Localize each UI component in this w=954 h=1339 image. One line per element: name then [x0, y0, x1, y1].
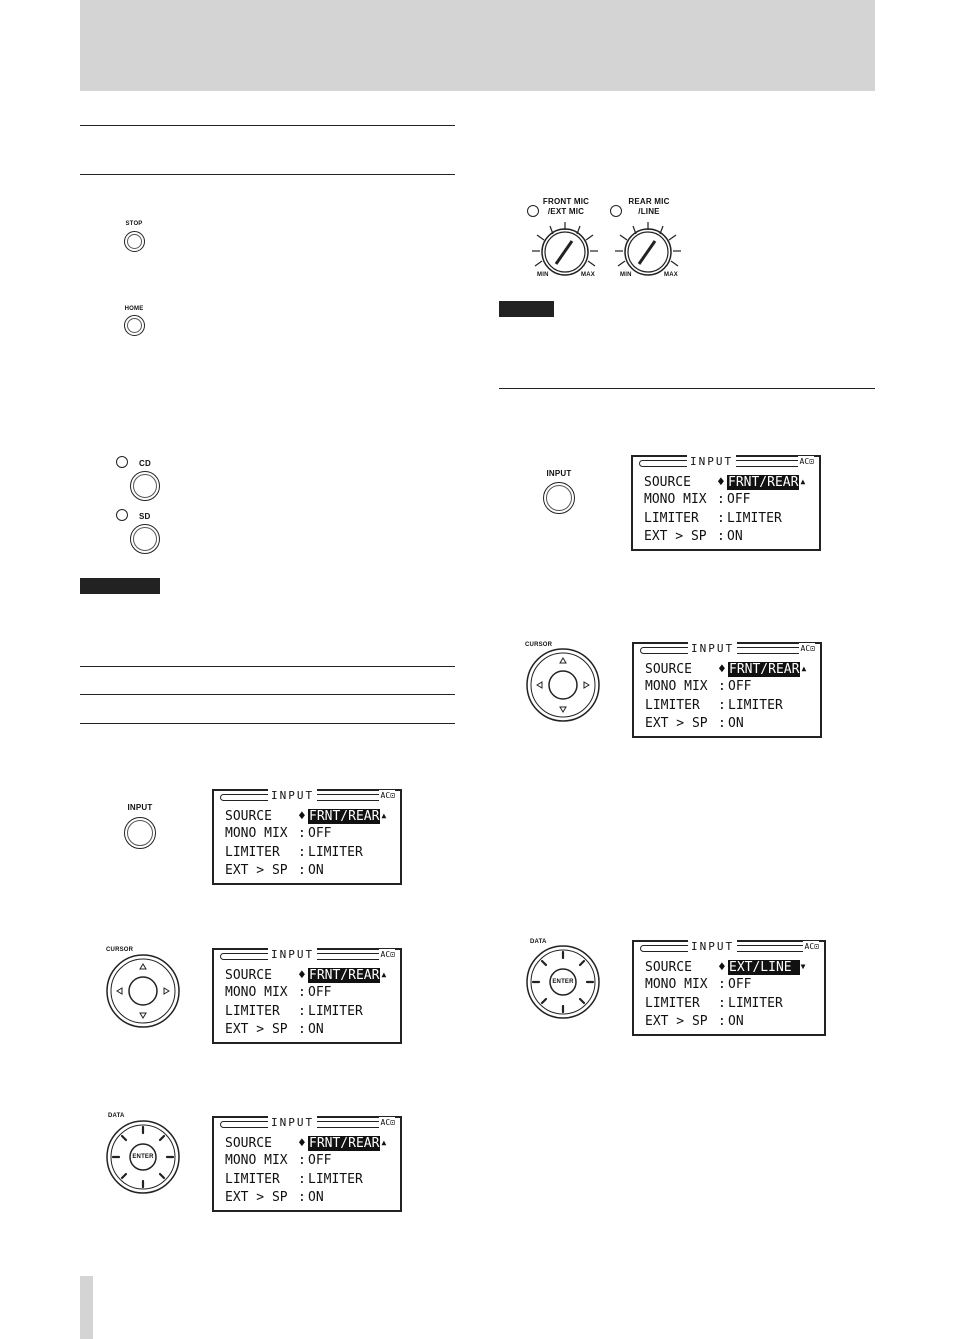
input-button[interactable] — [124, 817, 156, 849]
mono-mix-value: OFF — [308, 826, 332, 841]
footer-bar — [80, 1276, 93, 1339]
sd-button[interactable] — [130, 524, 160, 554]
source-value: FRNT/REAR — [309, 809, 380, 824]
rule — [80, 125, 455, 126]
ac-power-icon: AC⊡ — [380, 791, 395, 800]
data-label: DATA — [108, 1113, 125, 1119]
front-mic-label-1: FRONT MIC — [542, 197, 590, 206]
mono-mix-value: OFF — [728, 679, 752, 694]
lcd-input-screen: INPUT AC⊡ SOURCE ♦ FRNT/REAR ▲ MONO MIX : OFF LIMITER : LIMITER EXT > SP : ON — [212, 789, 402, 885]
limiter-value: LIMITER — [308, 1004, 363, 1019]
data-label: DATA — [530, 939, 547, 945]
rule — [80, 174, 455, 175]
limiter-value: LIMITER — [728, 698, 783, 713]
cursor-label: CURSOR — [106, 947, 134, 953]
front-min-label: MIN — [537, 272, 549, 278]
lcd-input-screen: INPUT AC⊡ SOURCE ♦ FRNT/REAR ▲ MONO MIX : OFF LIMITER : LIMITER EXT > SP : ON — [212, 1116, 402, 1212]
mono-mix-value: OFF — [727, 492, 751, 507]
source-value: FRNT/REAR — [309, 968, 380, 983]
limiter-value: LIMITER — [308, 1172, 363, 1187]
rule — [499, 388, 875, 389]
lcd-title: INPUT — [688, 940, 737, 953]
sd-led-icon — [116, 509, 128, 521]
enter-button[interactable]: ENTER — [132, 1154, 154, 1160]
sd-button-label: SD — [139, 512, 151, 521]
ext-sp-value: ON — [308, 863, 324, 878]
ac-power-icon: AC⊡ — [800, 644, 815, 653]
ext-sp-value: ON — [728, 716, 744, 731]
lcd-input-screen: INPUT AC⊡ SOURCE ♦ FRNT/REAR ▲ MONO MIX : OFF LIMITER : LIMITER EXT > SP : ON — [212, 948, 402, 1044]
source-value: FRNT/REAR — [729, 662, 800, 677]
rule — [80, 694, 455, 695]
lcd-input-screen: INPUT AC⊡ SOURCE ♦ EXT/LINE ▼ MONO MIX : OFF LIMITER : LIMITER EXT > SP : ON — [632, 940, 826, 1036]
lcd-title: INPUT — [268, 948, 317, 961]
source-value: FRNT/REAR — [309, 1136, 380, 1151]
ext-sp-value: ON — [308, 1022, 324, 1037]
mono-mix-value: OFF — [728, 977, 752, 992]
lcd-title: INPUT — [268, 1116, 317, 1129]
front-mic-label-2: /EXT MIC — [547, 207, 585, 216]
cursor-pad[interactable] — [524, 647, 602, 725]
limiter-value: LIMITER — [728, 996, 783, 1011]
lcd-input-screen: INPUT AC⊡ SOURCE ♦ FRNT/REAR ▲ MONO MIX : OFF LIMITER : LIMITER EXT > SP : ON — [632, 642, 822, 738]
stop-button[interactable] — [124, 231, 145, 252]
input-button[interactable] — [543, 482, 575, 514]
mono-mix-value: OFF — [308, 1153, 332, 1168]
enter-button[interactable]: ENTER — [552, 979, 574, 985]
source-value: EXT/LINE — [728, 960, 800, 975]
lcd-title: INPUT — [688, 642, 737, 655]
limiter-value: LIMITER — [308, 845, 363, 860]
lcd-input-screen: INPUT AC⊡ SOURCE ♦ FRNT/REAR ▲ MONO MIX : OFF LIMITER : LIMITER EXT > SP : ON — [631, 455, 821, 551]
ac-power-icon: AC⊡ — [380, 1118, 395, 1127]
lcd-title: INPUT — [268, 789, 317, 802]
header-band — [80, 0, 875, 91]
limiter-value: LIMITER — [727, 511, 782, 526]
cd-button-label: CD — [139, 459, 151, 468]
source-value: FRNT/REAR — [728, 475, 799, 490]
input-button-label: INPUT — [546, 469, 572, 478]
front-max-label: MAX — [581, 272, 595, 278]
rule — [80, 723, 455, 724]
ac-power-icon: AC⊡ — [804, 942, 819, 951]
rear-min-label: MIN — [620, 272, 632, 278]
ext-sp-value: ON — [308, 1190, 324, 1205]
rear-mic-knob[interactable] — [603, 214, 693, 276]
ext-sp-value: ON — [728, 1014, 744, 1029]
rule — [80, 666, 455, 667]
ac-power-icon: AC⊡ — [799, 457, 814, 466]
home-button[interactable] — [124, 315, 145, 336]
ext-sp-value: ON — [727, 529, 743, 544]
note-badge — [499, 301, 554, 317]
cursor-pad[interactable] — [104, 953, 182, 1031]
lcd-title: INPUT — [687, 455, 736, 468]
stop-button-label: STOP — [125, 221, 143, 227]
cd-led-icon — [116, 456, 128, 468]
cursor-label: CURSOR — [525, 642, 553, 648]
rear-mic-label-2: /LINE — [638, 207, 660, 216]
home-button-label: HOME — [124, 306, 144, 312]
caution-badge — [80, 578, 160, 594]
cd-button[interactable] — [130, 471, 160, 501]
rear-max-label: MAX — [664, 272, 678, 278]
ac-power-icon: AC⊡ — [380, 950, 395, 959]
input-button-label: INPUT — [127, 803, 153, 812]
rear-mic-label-1: REAR MIC — [628, 197, 670, 206]
mono-mix-value: OFF — [308, 985, 332, 1000]
